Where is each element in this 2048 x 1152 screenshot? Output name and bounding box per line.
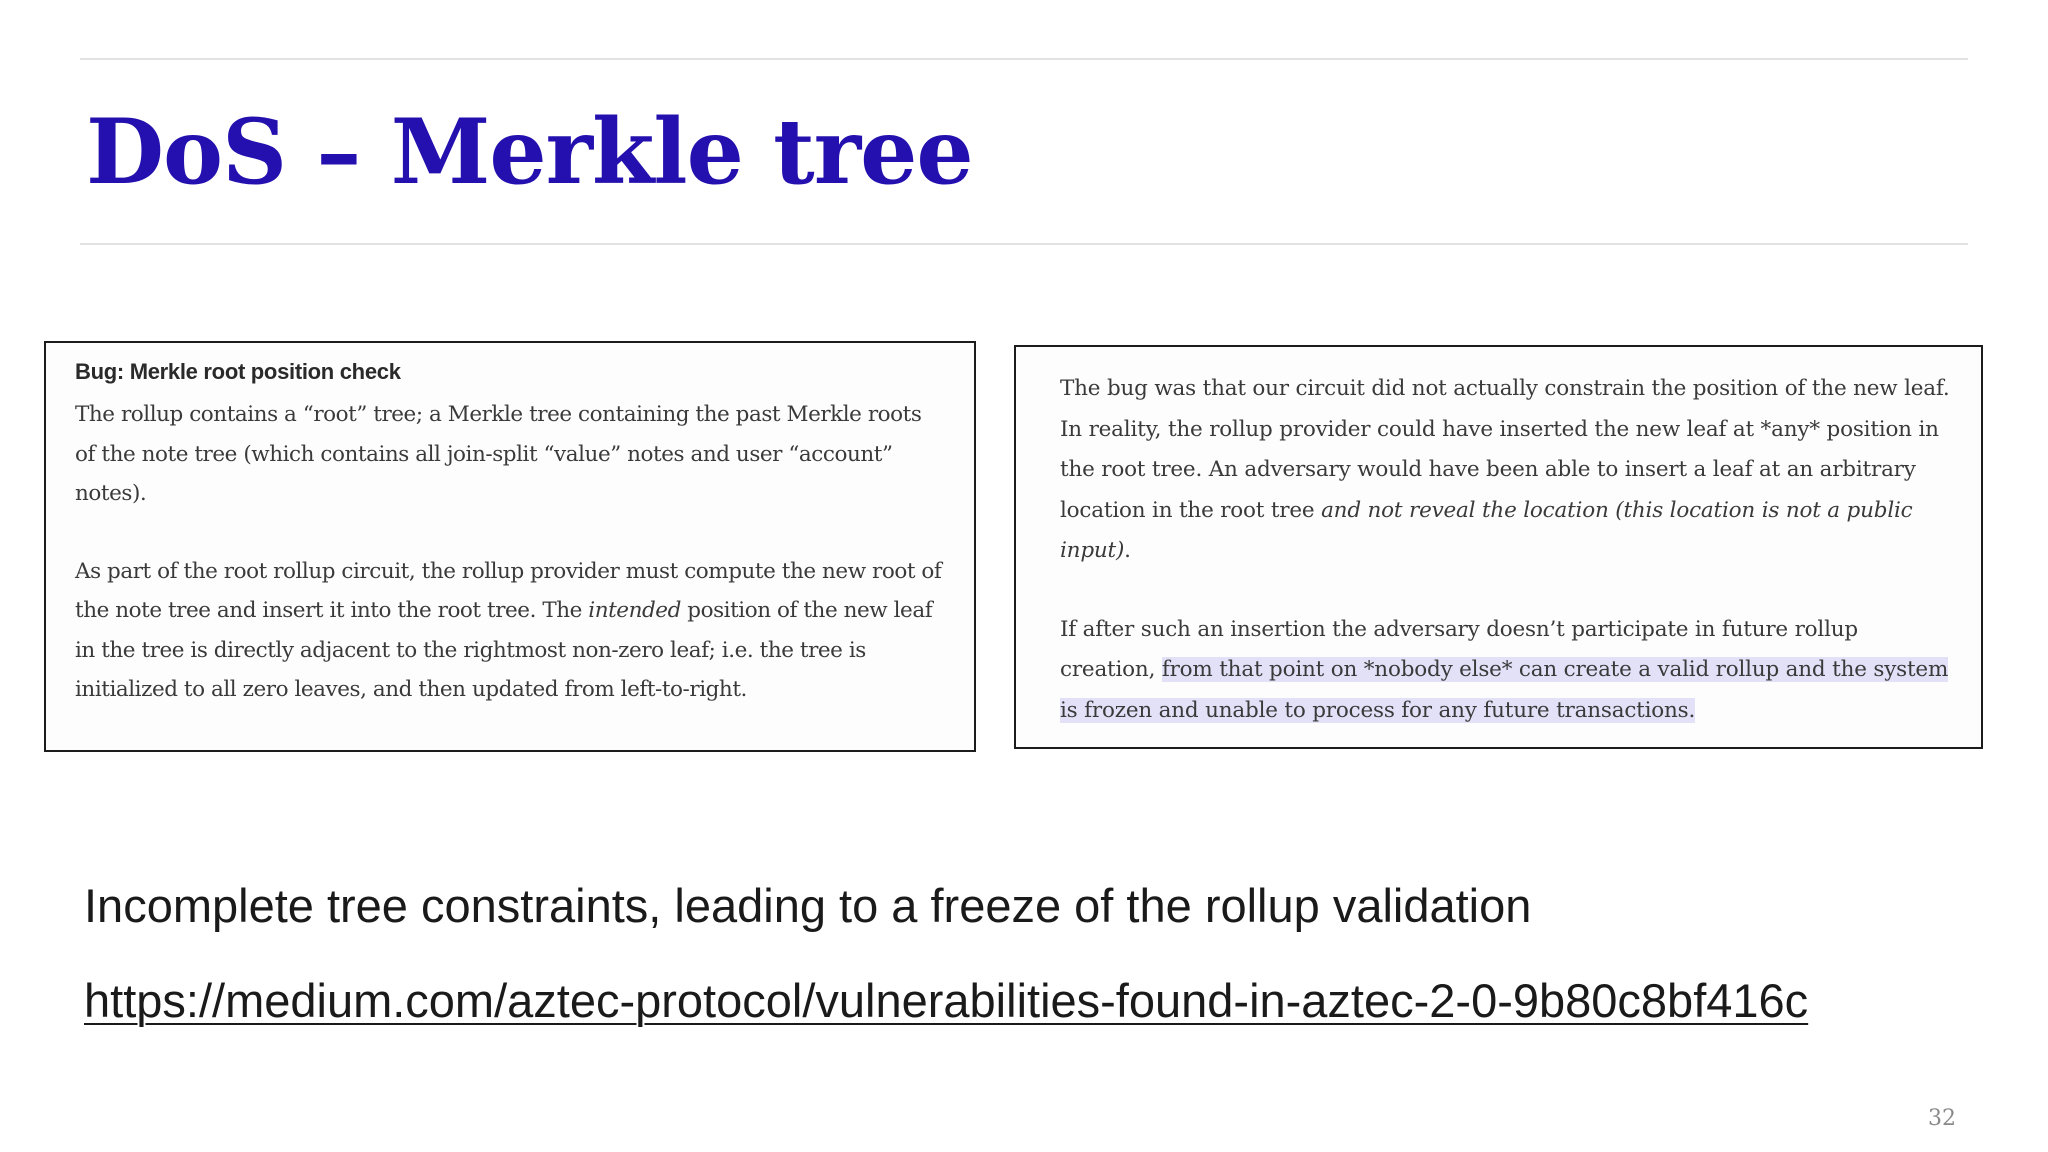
right-paragraph-1-end: . [1124,538,1131,563]
right-paragraph-1-emphasis: and not reveal the location (this location is not a public input) [1060,497,1913,563]
right-paragraph-1 [1060,369,1951,572]
left-paragraph-2-emphasis: intended [588,598,681,623]
left-excerpt-panel [44,341,976,752]
right-paragraph-2 [1060,610,1951,732]
slide-caption: Incomplete tree constraints, leading to a freeze of the rollup validation [84,879,1532,932]
right-paragraph-2-start: If after such an insertion the adversary doesn’t participate in future rollup creation, [1060,616,1858,682]
panel-heading: Bug: Merkle root position check [75,359,401,384]
title-divider [80,243,1968,245]
top-divider [80,58,1968,60]
left-paragraph-2 [75,552,946,710]
page-number: 32 [1928,1106,1956,1131]
left-paragraph-2-end: position of the new leaf in the tree is directly adjacent to the rightmost non-zero leaf; i.e. the tree is initialized to all zero leaves, and then updated from left-to-right. [75,598,933,702]
right-paragraph-1-start: The bug was that our circuit did not actually constrain the position of the new leaf. In reality, the rollup provider could have inserted the new leaf at *any* position in the root tree. An adversary would have been able to insert a leaf at an arbitrary location in the root tree [1060,376,1950,523]
slide-title: DoS – Merkle tree [86,99,973,205]
highlighted-text: from that point on *nobody else* can create a valid rollup and the system is frozen and unable to process for any future transactions. [1060,657,1949,723]
left-paragraph-1: The rollup contains a “root” tree; a Merkle tree containing the past Merkle roots of the note tree (which contains all join-split “value” notes and user “account” notes). [75,402,922,506]
right-excerpt-panel [1014,345,1983,749]
left-paragraph-2-start: As part of the root rollup circuit, the rollup provider must compute the new root of the note tree and insert it into the root tree. The [75,558,942,623]
source-link[interactable]: https://medium.com/aztec-protocol/vulnerabilities-found-in-aztec-2-0-9b80c8bf416c [84,974,1809,1027]
